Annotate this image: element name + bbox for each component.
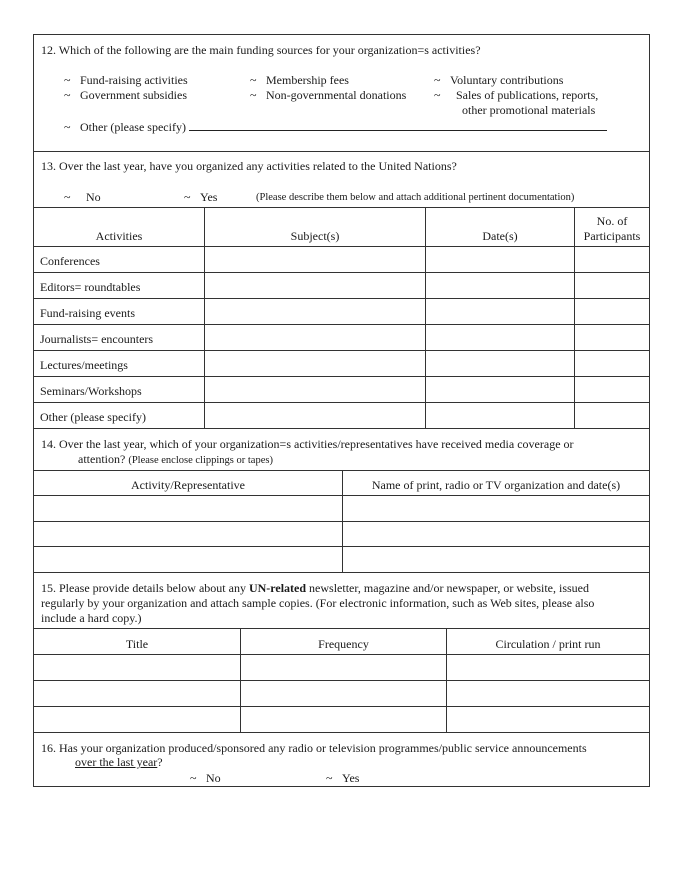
questionnaire-form: [33, 34, 650, 787]
q12-option-voluntary[interactable]: ~ Voluntary contributions: [434, 73, 564, 87]
q15-question-line2: regularly by your organization and attach sample copies. (For electronic information, such as Web sites, please also: [41, 596, 595, 610]
row-label-conferences: Conferences: [40, 254, 100, 268]
checkbox-marker[interactable]: ~: [64, 120, 71, 134]
row-label-editors-roundtables: Editors= roundtables: [40, 280, 141, 294]
header-subjects: Subject(s): [290, 229, 340, 243]
header-media-organization: Name of print, radio or TV organization and date(s): [371, 478, 621, 492]
q13-note: (Please describe them below and attach additional pertinent documentation): [256, 192, 575, 203]
checkbox-marker[interactable]: ~: [250, 88, 257, 102]
divider: [34, 151, 649, 152]
checkbox-marker[interactable]: ~: [64, 73, 71, 87]
q12-question: 12. Which of the following are the main funding sources for your organization=s activities?: [41, 43, 481, 57]
checkbox-marker[interactable]: ~: [434, 73, 441, 87]
q13-option-no[interactable]: ~ No: [64, 190, 101, 204]
q12-option-fundraising[interactable]: ~ Fund-raising activities: [64, 73, 188, 87]
table-cell-input[interactable]: [35, 496, 341, 520]
checkbox-marker[interactable]: ~: [434, 88, 441, 102]
q12-option-sales[interactable]: ~ Sales of publications, reports,: [434, 88, 599, 102]
checkbox-marker[interactable]: ~: [64, 88, 71, 102]
q14-note: (Please enclose clippings or tapes): [128, 455, 273, 466]
q12-other-specify-field[interactable]: [189, 119, 607, 131]
q16-option-no[interactable]: ~ No: [190, 771, 221, 785]
table-cell-input[interactable]: [447, 655, 648, 679]
table-cell-input[interactable]: [35, 655, 239, 679]
checkbox-marker[interactable]: ~: [190, 771, 197, 785]
header-frequency: Frequency: [318, 637, 369, 651]
table-cell-input[interactable]: [343, 496, 648, 520]
header-no-of: No. of: [596, 214, 628, 228]
q12-option-sales-line2: other promotional materials: [462, 103, 596, 117]
table-cell-input[interactable]: [205, 247, 424, 272]
row-label-lectures-meetings: Lectures/meetings: [40, 358, 128, 372]
row-label-journalists-encounters: Journalists= encounters: [40, 332, 154, 346]
q14-question-line1: 14. Over the last year, which of your organization=s activities/representatives have received media coverage or: [41, 437, 574, 451]
q12-option-membership[interactable]: ~ Membership fees: [250, 73, 349, 87]
table-cell-input[interactable]: [575, 247, 648, 272]
table-cell-input[interactable]: [241, 655, 445, 679]
row-label-seminars-workshops: Seminars/Workshops: [40, 384, 142, 398]
checkbox-marker[interactable]: ~: [184, 190, 191, 204]
header-circulation: Circulation / print run: [495, 637, 601, 651]
checkbox-marker[interactable]: ~: [326, 771, 333, 785]
header-activities: Activities: [95, 229, 143, 243]
row-label-other: Other (please specify): [40, 410, 146, 424]
table-cell-input[interactable]: [426, 247, 573, 272]
q16-question-line2: over the last year?: [75, 755, 163, 769]
header-activity-representative: Activity/Representative: [131, 478, 245, 492]
q13-question: 13. Over the last year, have you organized any activities related to the United Nations?: [41, 159, 457, 173]
header-title: Title: [125, 637, 149, 651]
checkbox-marker[interactable]: ~: [250, 73, 257, 87]
checkbox-marker[interactable]: ~: [64, 190, 71, 204]
header-dates: Date(s): [482, 229, 518, 243]
q12-option-government[interactable]: ~ Government subsidies: [64, 88, 187, 102]
q13-option-yes[interactable]: ~ Yes: [184, 190, 218, 204]
q15-question-line3: include a hard copy.): [41, 611, 142, 625]
q16-option-yes[interactable]: ~ Yes: [326, 771, 360, 785]
header-participants: Participants: [583, 229, 641, 243]
q12-option-ngo-donations[interactable]: ~ Non-governmental donations: [250, 88, 407, 102]
q12-option-other[interactable]: ~ Other (please specify): [64, 119, 607, 134]
q15-question-line1: 15. Please provide details below about any UN-related newsletter, magazine and/or newspaper, or website, issued: [41, 581, 589, 595]
q14-question-line2: attention? (Please enclose clippings or tapes): [78, 452, 273, 466]
q16-question-line1: 16. Has your organization produced/sponsored any radio or television programmes/public service announcements: [41, 741, 587, 755]
row-label-fundraising-events: Fund-raising events: [40, 306, 135, 320]
